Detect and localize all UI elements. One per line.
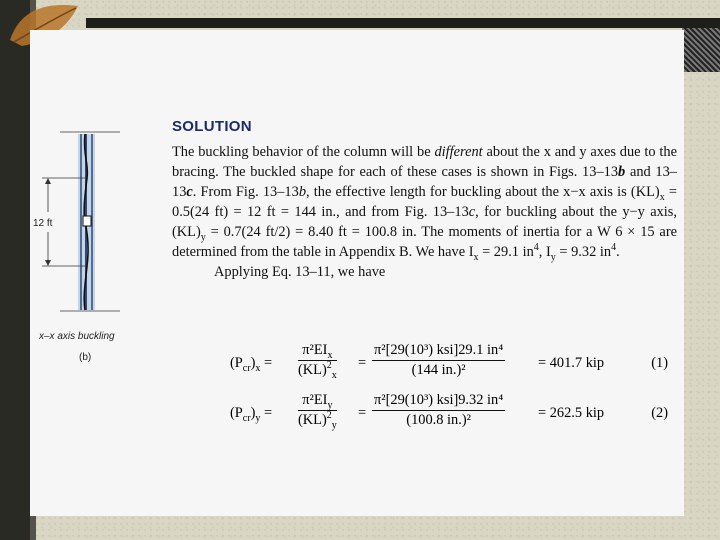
left-dark-border bbox=[0, 0, 30, 540]
applying-text: Applying Eq. 13–11, we have bbox=[214, 264, 386, 281]
eq2-result: = 262.5 kip bbox=[538, 405, 605, 421]
solution-paragraph: The buckling behavior of the column will be different about the x and y axes due to the bracing. The buckled shape for each of these cases is shown in Figs. 13–13b and 13–13c. From Fig. 13–13b, the effective length for buckling about the x−x axis is $(KL)_x = 0.5(24$ ft) = 12 ft = 144 in., and from Fig. 13–13c, for buckling about the y−y axis, $(KL)_y = 0.7(24$ ft/2) = 8.40 ft = 100.8 in. The moments of inertia for a W 6 × 15 are determined from the table in Appendix B. We have $I_x = 29.1$ $in^4$, $I_y = 9.32$ $in^4$. bbox=[172, 144, 678, 263]
solution-content bbox=[172, 118, 677, 283]
eq1-fraction-1: $\pi^2EI_x$ (KL)$^2_x$ bbox=[298, 342, 337, 381]
eq2-number: (2) bbox=[651, 405, 668, 421]
brace-marker bbox=[83, 216, 91, 226]
slide bbox=[30, 30, 684, 516]
column-figure bbox=[30, 30, 170, 390]
eq2-lhs: $(P_{cr})_y$ = bbox=[230, 405, 273, 424]
equation-2: $(P_{cr})_y$ = $\pi^2EI_y$ (KL)$^2_y$ = π²[29(10³) ksi]9.32 in⁴ (100.8 in.)² = 262.5 kip (2) bbox=[230, 392, 668, 431]
eq1-result: = 401.7 kip bbox=[538, 355, 605, 371]
eq2-fraction-2: π²[29(10³) ksi]9.32 in⁴ (100.8 in.)² bbox=[374, 392, 504, 428]
solution-heading: SOLUTION bbox=[172, 118, 252, 135]
eq2-fraction-1: $\pi^2EI_y$ (KL)$^2_y$ bbox=[298, 392, 337, 431]
figure-sub-label: (b) bbox=[79, 352, 92, 363]
figure-caption: x–x axis buckling bbox=[39, 331, 115, 342]
equation-1: $(P_{cr})_x$ = $\pi^2EI_x$ (KL)$^2_x$ = π²[29(10³) ksi]29.1 in⁴ (144 in.)² = 401.7 kip (1) bbox=[230, 342, 668, 381]
decorative-pattern bbox=[682, 28, 720, 72]
eq1-lhs: $(P_{cr})_x$ = bbox=[230, 355, 273, 374]
eq1-fraction-2: π²[29(10³) ksi]29.1 in⁴ (144 in.)² bbox=[374, 342, 504, 378]
height-dimension-label: 12 ft bbox=[33, 218, 53, 229]
top-dark-border bbox=[86, 18, 720, 28]
eq1-number: (1) bbox=[651, 355, 668, 371]
